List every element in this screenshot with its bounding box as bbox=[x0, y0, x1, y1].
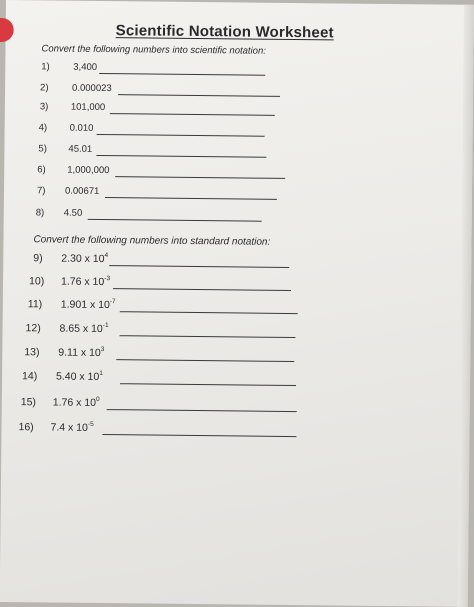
question-value: 3,400 bbox=[73, 61, 98, 73]
question-value: 1,000,000 bbox=[67, 164, 110, 177]
question-value: 0.00671 bbox=[64, 185, 100, 197]
question-number: 13) bbox=[24, 346, 40, 359]
answer-line[interactable] bbox=[107, 409, 297, 412]
section2-instruction: Convert the following numbers into standard notation: bbox=[33, 234, 271, 248]
question-value: 1.76 x $10^{-3}$ bbox=[60, 275, 111, 289]
question-number: 3) bbox=[39, 101, 49, 113]
answer-line[interactable] bbox=[118, 94, 280, 97]
question-number: 10) bbox=[28, 275, 45, 288]
question-number: 2) bbox=[40, 82, 49, 94]
question-value: 8.65 x $10^{-1}$ bbox=[59, 322, 109, 336]
question-value: 45.01 bbox=[68, 143, 93, 155]
answer-line[interactable] bbox=[96, 155, 266, 158]
question-number: 8) bbox=[35, 207, 45, 219]
question-value: 9.11 x $10^3$ bbox=[58, 346, 105, 360]
answer-line[interactable] bbox=[88, 219, 262, 222]
section1-instruction: Convert the following numbers into scientific notation: bbox=[41, 43, 266, 57]
question-number: 16) bbox=[18, 421, 34, 434]
question-number: 9) bbox=[33, 252, 43, 265]
answer-line[interactable] bbox=[105, 197, 277, 200]
question-number: 12) bbox=[25, 322, 41, 335]
question-number: 15) bbox=[20, 396, 37, 409]
question-number: 7) bbox=[36, 185, 46, 197]
question-value: 1.901 x $10^{-7}$ bbox=[60, 298, 116, 312]
question-value: 0.010 bbox=[69, 122, 94, 134]
answer-line[interactable] bbox=[109, 265, 289, 268]
question-number: 11) bbox=[27, 298, 43, 311]
page-edge bbox=[458, 5, 474, 607]
question-value: 4.50 bbox=[63, 207, 83, 219]
question-value: 0.000023 bbox=[72, 82, 112, 95]
red-marker bbox=[0, 18, 14, 42]
question-value: 101,000 bbox=[70, 101, 106, 114]
question-number: 14) bbox=[21, 370, 38, 383]
question-number: 5) bbox=[38, 143, 47, 155]
answer-line[interactable] bbox=[115, 176, 285, 179]
answer-line[interactable] bbox=[120, 383, 296, 386]
answer-line[interactable] bbox=[110, 113, 275, 116]
question-value: 5.40 x $10^1$ bbox=[55, 369, 103, 383]
answer-line[interactable] bbox=[116, 359, 294, 362]
answer-line[interactable] bbox=[97, 134, 265, 137]
page-title: Scientific Notation Worksheet bbox=[115, 22, 334, 42]
question-number: 4) bbox=[38, 122, 48, 134]
answer-line[interactable] bbox=[102, 434, 296, 437]
question-number: 1) bbox=[41, 61, 50, 73]
answer-line[interactable] bbox=[119, 335, 295, 338]
question-number: 6) bbox=[37, 164, 46, 176]
answer-line[interactable] bbox=[120, 311, 298, 314]
question-value: 2.30 x $10^4$ bbox=[61, 252, 109, 266]
question-value: 1.76 x $10^0$ bbox=[52, 395, 100, 409]
question-value: 7.4 x $10^{-5}$ bbox=[50, 420, 94, 434]
answer-line[interactable] bbox=[99, 73, 265, 76]
answer-line[interactable] bbox=[113, 288, 291, 291]
